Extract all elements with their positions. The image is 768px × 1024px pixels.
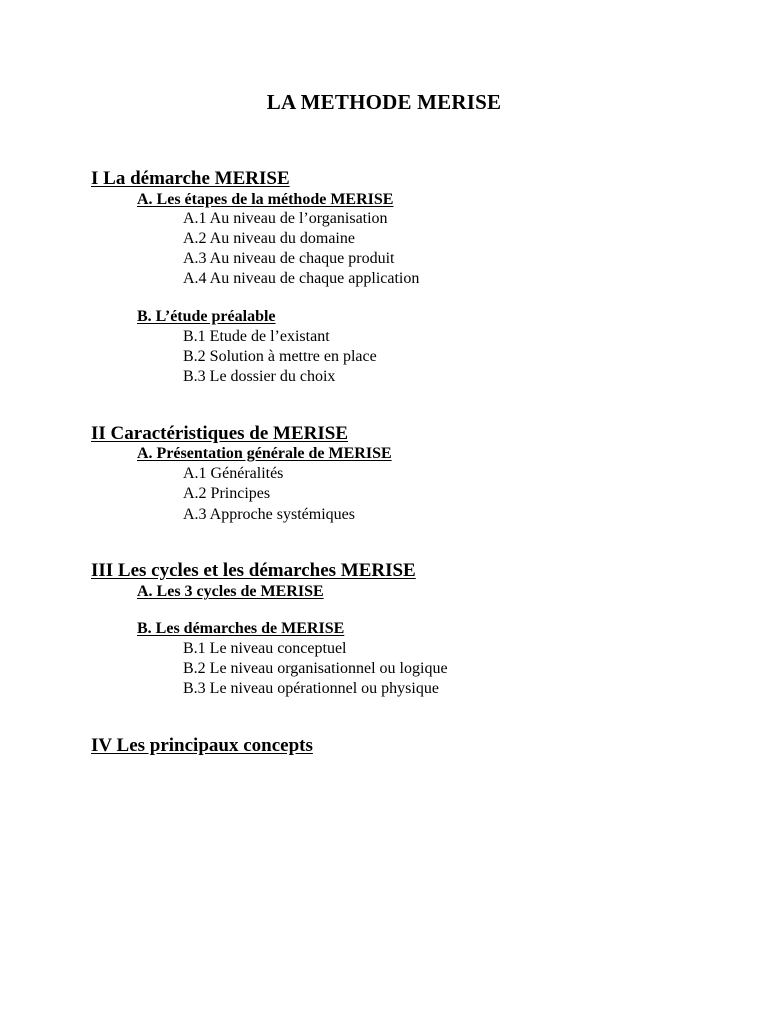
toc-item: B.2 Le niveau organisationnel ou logique [183,660,448,677]
subsection-heading: B. Les démarches de MERISE [137,620,345,637]
section-heading: III Les cycles et les démarches MERISE [91,560,416,581]
section-heading: II Caractéristiques de MERISE [91,423,349,444]
subsection-heading: A. Les étapes de la méthode MERISE [137,191,394,208]
toc-item: A.2 Principes [183,485,271,502]
toc-item: B.3 Le niveau opérationnel ou physique [183,680,439,697]
toc-item: B.1 Le niveau conceptuel [183,640,347,657]
subsection-heading: A. Présentation générale de MERISE [137,445,392,462]
toc-item: B.2 Solution à mettre en place [183,348,377,365]
toc-item: B.3 Le dossier du choix [183,368,336,385]
toc-item: A.1 Au niveau de l’organisation [183,210,388,227]
toc-item: A.1 Généralités [183,465,284,482]
toc-item: A.2 Au niveau du domaine [183,230,355,247]
subsection-heading: B. L’étude préalable [137,308,276,325]
section-heading: I La démarche MERISE [91,168,290,189]
subsection-heading: A. Les 3 cycles de MERISE [137,583,324,600]
section-heading: IV Les principaux concepts [91,735,313,756]
toc-item: A.4 Au niveau de chaque application [183,270,420,287]
toc-item: A.3 Approche systémiques [183,506,355,523]
toc-item: B.1 Etude de l’existant [183,328,330,345]
toc-item: A.3 Au niveau de chaque produit [183,250,395,267]
document-title: LA METHODE MERISE [266,90,502,114]
